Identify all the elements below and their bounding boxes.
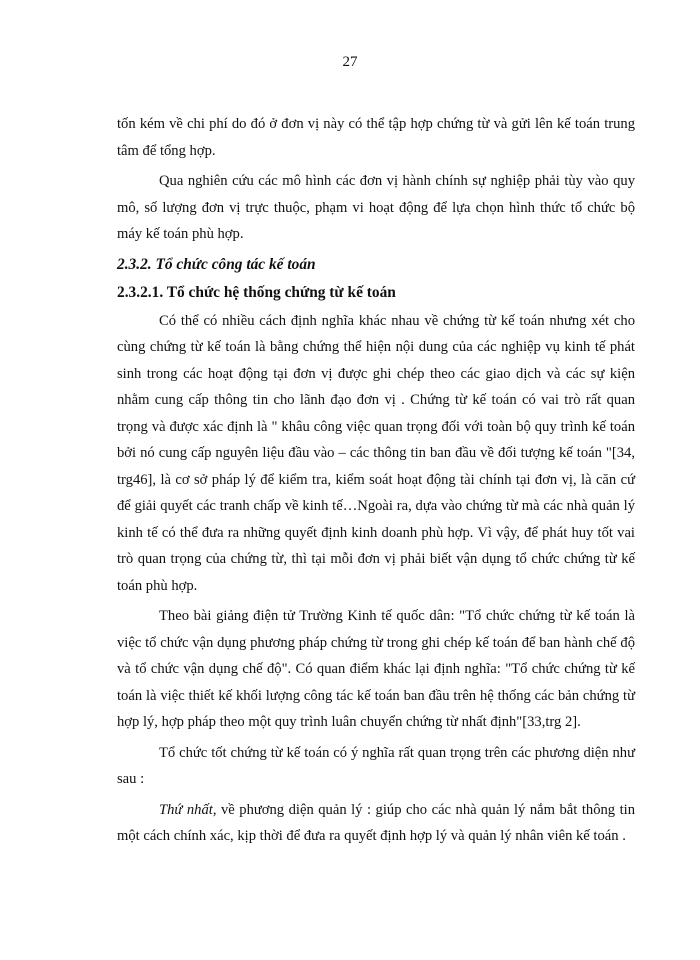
page-number: 27 (342, 54, 358, 70)
paragraph-continuation: tốn kém về chi phí do đó ở đơn vị này có thể tập hợp chứng từ và gửi lên kế toán trung tâm để tổng hợp. (117, 116, 635, 159)
paragraph-neu-definition: Theo bài giảng điện tử Trường Kinh tế quốc dân: "Tổ chức chứng từ kế toán là việc tổ chức vận dụng phương pháp chứng từ trong ghi chép kế toán để ban hành chế độ và tổ chức vận dụng chế độ". Có quan điểm khác lại định nghĩa: "Tổ chức chứng từ kế toán là việc thiết kế khối lượng công tác kế toán ban đầu trên hệ thống các bản chứng từ hợp lý, hợp pháp theo một quy trình luân chuyển chứng từ nhất định"[33,trg 2]. (117, 608, 635, 730)
subsection-heading: 2.3.2.1. Tổ chức hệ thống chứng từ kế toán (117, 283, 396, 301)
document-body (117, 111, 635, 854)
paragraph-importance: Tổ chức tốt chứng từ kế toán có ý nghĩa rất quan trọng trên các phương diện như sau : (117, 744, 635, 787)
paragraph-first-point (117, 797, 635, 850)
first-point-lead: Thứ nhất (159, 801, 213, 818)
paragraph-definition: Có thể có nhiều cách định nghĩa khác nhau về chứng từ kế toán nhưng xét cho cùng chứng từ kế toán là bằng chứng thể hiện nội dung của các nghiệp vụ kinh tế phát sinh trong các hoạt động tại đơn vị được ghi chép theo các giao dịch và các sự kiện nhằm cung cấp thông tin cho lãnh đạo đơn vị . Chứng từ kế toán có vai trò rất quan trọng và được xác định là " khâu công việc quan trọng đối với toàn bộ quy trình kế toán bởi nó cung cấp nguyên liệu đầu vào – các thông tin ban đầu về đối tượng kế toán "[34, trg46], là cơ sở pháp lý để kiểm tra, kiểm soát hoạt động tài chính tại đơn vị, là căn cứ để giải quyết các tranh chấp về kinh tế…Ngoài ra, dựa vào chứng từ mà các nhà quản lý kinh tế có thể đưa ra những quyết định kinh doanh phù hợp. Vì vậy, để phát huy tốt vai trò quan trọng của chứng từ, thì tại mỗi đơn vị phải biết vận dụng tổ chức chứng từ kế toán phù hợp. (117, 312, 635, 594)
first-point-text: , về phương diện quản lý : giúp cho các nhà quản lý nắm bắt thông tin một cách chính xác, kịp thời để đưa ra quyết định hợp lý và quản lý nhân viên kế toán . (117, 801, 636, 844)
paragraph-model-selection: Qua nghiên cứu các mô hình các đơn vị hành chính sự nghiệp phải tùy vào quy mô, số lượng đơn vị trực thuộc, phạm vi hoạt động để lựa chọn hình thức tổ chức bộ máy kế toán phù hợp. (117, 173, 635, 242)
section-heading: 2.3.2. Tổ chức công tác kế toán (117, 255, 316, 273)
